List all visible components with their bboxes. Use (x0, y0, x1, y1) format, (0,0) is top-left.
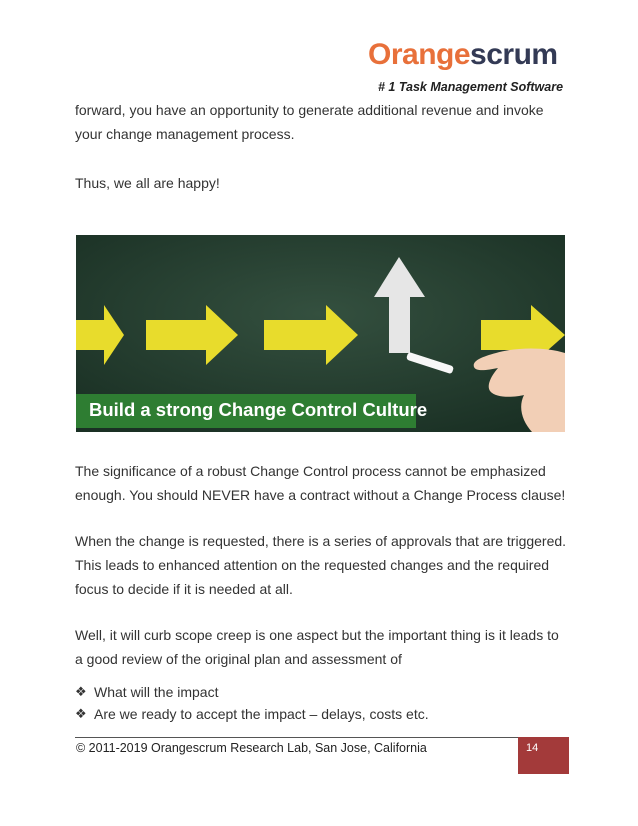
footer-copyright: © 2011-2019 Orangescrum Research Lab, San Jose, California (76, 741, 427, 755)
diamond-bullet-icon: ❖ (75, 684, 87, 699)
paragraph-significance: The significance of a robust Change Control process cannot be emphasized enough. You should NEVER have a contract without a Change Process clause! (75, 463, 566, 503)
image-caption-text: Build a strong Change Control Culture (89, 399, 428, 420)
logo-dark-text: scrum (470, 38, 558, 71)
paragraph-happy: Thus, we all are happy! (75, 175, 220, 191)
image-caption-banner (76, 394, 428, 428)
diamond-bullet-icon: ❖ (75, 706, 87, 721)
paragraph-scope-creep: Well, it will curb scope creep is one aspect but the important thing is it leads to a good review of the original plan and assessment of (75, 627, 559, 667)
assessment-list (75, 681, 570, 725)
page-number-badge (518, 737, 569, 774)
footer-divider (75, 737, 569, 738)
orangescrum-logo (368, 38, 568, 96)
logo-first-letter: O (368, 38, 391, 71)
list-item (75, 681, 570, 703)
change-control-image (76, 235, 565, 432)
list-item (75, 703, 570, 725)
page-number: 14 (526, 742, 539, 754)
logo-wordmark (368, 38, 558, 72)
paragraph-revenue: forward, you have an opportunity to generate additional revenue and invoke your change management process. (75, 102, 544, 142)
logo-tagline: # 1 Task Management Software (378, 80, 564, 94)
logo-orange-text: range (390, 38, 471, 71)
list-item-text: What will the impact (94, 684, 219, 700)
paragraph-approvals: When the change is requested, there is a series of approvals that are triggered. This leads to enhanced attention on the requested changes and the required focus to decide if it is needed at all. (75, 533, 567, 597)
list-item-text: Are we ready to accept the impact – delays, costs etc. (94, 706, 429, 722)
